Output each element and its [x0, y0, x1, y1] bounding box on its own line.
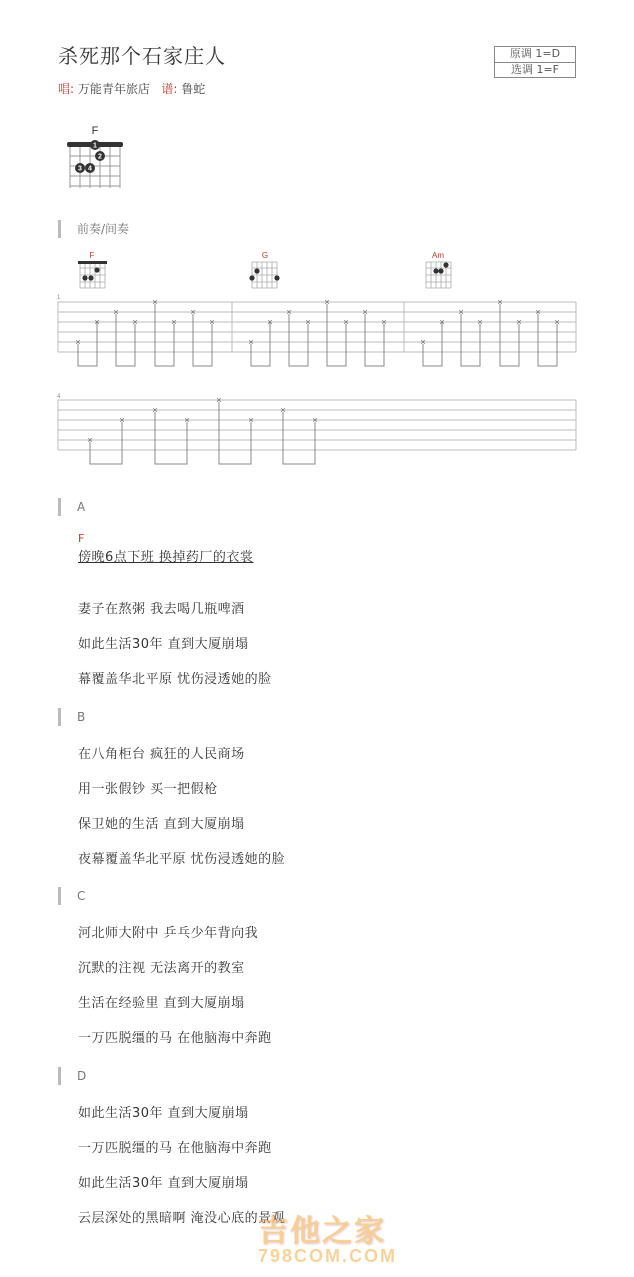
svg-text:×: ×	[190, 307, 196, 317]
svg-text:×: ×	[119, 415, 125, 425]
svg-text:×: ×	[362, 307, 368, 317]
svg-text:×: ×	[94, 317, 100, 327]
singer-name[interactable]: 万能青年旅店	[77, 82, 150, 96]
song-title: 杀死那个石家庄人	[58, 44, 226, 68]
svg-text:×: ×	[184, 415, 190, 425]
svg-text:×: ×	[286, 307, 292, 317]
singer-label: 唱:	[58, 82, 75, 96]
section-label-intro: 前奏/间奏	[58, 220, 129, 238]
intro-tab-system-1	[56, 248, 580, 372]
svg-text:×: ×	[267, 317, 273, 327]
lyric-line-c3: 生活在经验里 直到大厦崩塌	[78, 996, 245, 1011]
main-chord-diagram	[62, 120, 132, 192]
lyric-line-c4: 一万匹脱缰的马 在他脑海中奔跑	[78, 1031, 272, 1046]
lyric-line-c1: 河北师大附中 乒乓少年背向我	[78, 926, 259, 941]
svg-text:×: ×	[152, 297, 158, 307]
svg-text:×: ×	[439, 317, 445, 327]
section-label-d: D	[58, 1067, 86, 1085]
svg-text:×: ×	[458, 307, 464, 317]
svg-text:×: ×	[420, 337, 426, 347]
finger-1: 1	[93, 142, 97, 150]
svg-text:×: ×	[248, 337, 254, 347]
lyric-line-c2: 沉默的注视 无法离开的教室	[78, 961, 245, 976]
svg-text:×: ×	[497, 297, 503, 307]
svg-text:F: F	[89, 251, 95, 260]
svg-text:×: ×	[87, 435, 93, 445]
svg-text:×: ×	[535, 307, 541, 317]
svg-text:G: G	[261, 251, 269, 260]
section-label-b: B	[58, 708, 85, 726]
svg-text:×: ×	[516, 317, 522, 327]
svg-text:×: ×	[171, 317, 177, 327]
original-key: 原调 1=D	[509, 47, 561, 60]
svg-text:×: ×	[554, 317, 560, 327]
svg-text:×: ×	[216, 395, 222, 405]
arranger-name[interactable]: 鲁蛇	[181, 82, 206, 96]
section-label-a: A	[58, 498, 85, 516]
svg-text:×: ×	[248, 415, 254, 425]
finger-4: 4	[88, 165, 92, 173]
lyric-line-b2: 用一张假钞 买一把假枪	[78, 782, 218, 797]
chord-diagram-am	[426, 251, 451, 288]
key-box	[494, 46, 576, 78]
lyric-line-d4: 云层深处的黑暗啊 淹没心底的景观	[78, 1211, 286, 1226]
selected-key: 选调 1=F	[495, 62, 575, 77]
lyric-line-b1: 在八角柜台 疯狂的人民商场	[78, 747, 245, 762]
measure-number-1: 1	[57, 295, 61, 301]
watermark-site: 798COM.COM	[258, 1246, 398, 1266]
lyric-line-b4: 夜幕覆盖华北平原 忧伤浸透她的脸	[78, 852, 286, 867]
svg-text:×: ×	[343, 317, 349, 327]
svg-text:×: ×	[152, 405, 158, 415]
chord-label-f: F	[78, 532, 85, 545]
main-chord-name: F	[91, 125, 99, 137]
finger-3: 3	[78, 165, 82, 173]
tab-staff-1	[58, 302, 576, 352]
svg-text:×: ×	[209, 317, 215, 327]
lyric-line-d3: 如此生活30年 直到大厦崩塌	[78, 1176, 249, 1191]
svg-text:×: ×	[305, 317, 311, 327]
lyric-line-a1	[78, 546, 253, 565]
svg-text:×: ×	[113, 307, 119, 317]
svg-text:×: ×	[280, 405, 286, 415]
chord-diagram-g	[249, 251, 279, 288]
tab-staff-2	[58, 400, 576, 450]
svg-text:×: ×	[132, 317, 138, 327]
credits	[58, 80, 205, 97]
lyric-line-d1: 如此生活30年 直到大厦崩塌	[78, 1106, 249, 1121]
arranger-label: 谱:	[161, 82, 178, 96]
lyric-line-d2: 一万匹脱缰的马 在他脑海中奔跑	[78, 1141, 272, 1156]
section-label-c: C	[58, 887, 85, 905]
lyric-line-a4: 幕覆盖华北平原 忧伤浸透她的脸	[78, 672, 272, 687]
svg-text:×: ×	[477, 317, 483, 327]
lyric-line-b3: 保卫她的生活 直到大厦崩塌	[78, 817, 245, 832]
svg-text:Am: Am	[432, 251, 444, 260]
chord-diagram-f	[78, 251, 107, 288]
lyric-line-a3: 如此生活30年 直到大厦崩塌	[78, 637, 249, 652]
svg-text:×: ×	[312, 415, 318, 425]
svg-text:×: ×	[75, 337, 81, 347]
svg-text:×: ×	[381, 317, 387, 327]
svg-text:×: ×	[324, 297, 330, 307]
intro-tab-system-2	[56, 392, 580, 472]
lyric-line-a1-text: 傍晚6点下班 换掉药厂的衣裳	[78, 550, 254, 565]
measure-number-4: 4	[57, 394, 61, 400]
watermark-logo: 吉他之家	[258, 1214, 386, 1249]
finger-2: 2	[98, 153, 102, 161]
lyric-line-a2: 妻子在熬粥 我去喝几瓶啤酒	[78, 602, 245, 617]
